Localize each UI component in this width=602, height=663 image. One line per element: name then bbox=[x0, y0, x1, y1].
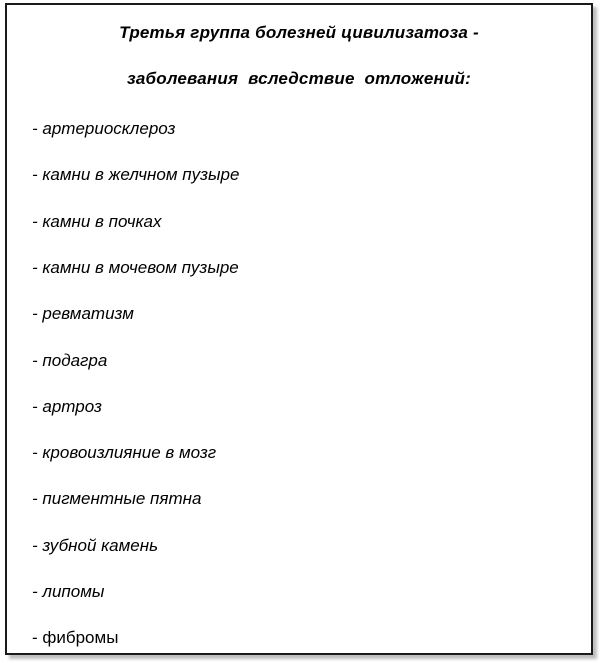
list-item: - артериосклероз bbox=[32, 119, 176, 138]
heading-line-2: заболевания вследствие отложений: bbox=[126, 69, 471, 88]
list-item: - фибромы bbox=[32, 628, 119, 647]
list-item: - камни в почках bbox=[32, 212, 162, 231]
list-item: - пигментные пятна bbox=[32, 489, 202, 508]
document-frame bbox=[5, 3, 593, 655]
list-item: - артроз bbox=[32, 397, 102, 416]
list-item: - камни в мочевом пузыре bbox=[32, 258, 239, 277]
list-item: - кровоизлияние в мозг bbox=[32, 443, 217, 462]
list-item: - подагра bbox=[32, 351, 108, 370]
heading-line-1: Третья группа болезней цивилизатоза - bbox=[119, 23, 479, 42]
list-item: - ревматизм bbox=[32, 304, 134, 323]
list-item: - липомы bbox=[32, 582, 105, 601]
list-item: - зубной камень bbox=[32, 536, 159, 555]
list-item: - камни в желчном пузыре bbox=[32, 165, 240, 184]
